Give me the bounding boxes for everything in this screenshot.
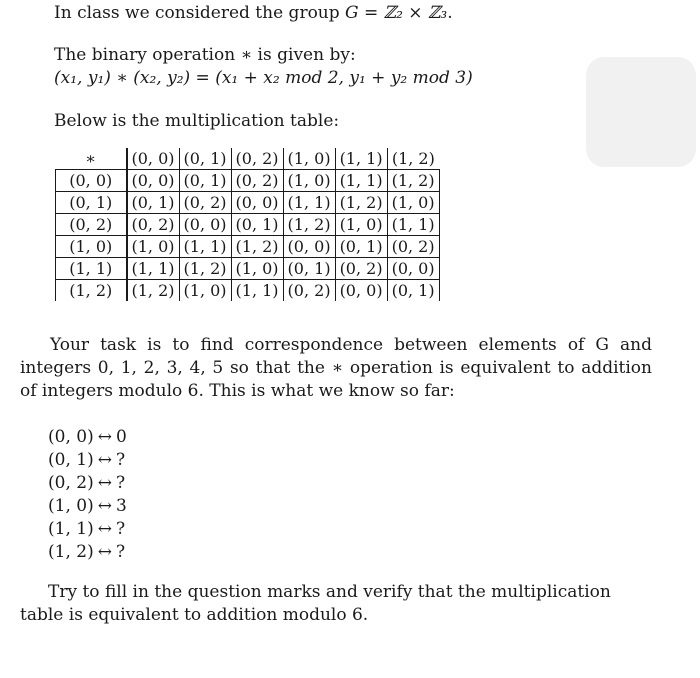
- operation-desc-prefix: The binary operation: [54, 45, 241, 65]
- row-header: (0, 1): [56, 192, 127, 214]
- table-cell: (1, 1): [127, 258, 180, 280]
- group-definition: G = ℤ₂ × ℤ₃: [345, 3, 448, 23]
- correspondence-arrow: ↔: [97, 496, 112, 516]
- table-cell: (0, 1): [335, 236, 387, 258]
- column-header: (0, 1): [179, 148, 231, 170]
- table-cell: (0, 0): [231, 192, 283, 214]
- row-header: (0, 2): [56, 214, 127, 236]
- overlay-square: [586, 57, 696, 167]
- table-cell: (1, 1): [387, 214, 439, 236]
- group-element: (0, 2): [48, 473, 94, 493]
- correspondence-item: [48, 449, 127, 472]
- row-header: (1, 1): [56, 258, 127, 280]
- intro-period: .: [447, 3, 453, 23]
- table-cell: (0, 0): [127, 170, 180, 192]
- table-row: [56, 214, 440, 236]
- table-row: [56, 170, 440, 192]
- table-cell: (0, 1): [387, 280, 439, 302]
- table-cell: (1, 0): [283, 170, 335, 192]
- group-element: (1, 1): [48, 519, 94, 539]
- correspondence-arrow: ↔: [97, 473, 112, 493]
- operation-description: [54, 44, 356, 66]
- correspondence-list: [48, 426, 127, 564]
- correspondence-arrow: ↔: [97, 519, 112, 539]
- column-header: (1, 1): [335, 148, 387, 170]
- table-cell: (1, 2): [283, 214, 335, 236]
- table-cell: (1, 0): [179, 280, 231, 302]
- table-cell: (0, 2): [127, 214, 180, 236]
- row-header: (1, 0): [56, 236, 127, 258]
- table-row: [56, 258, 440, 280]
- table-corner-symbol: ∗: [56, 148, 127, 170]
- table-cell: (1, 0): [231, 258, 283, 280]
- table-row: [56, 236, 440, 258]
- closing-paragraph: [20, 581, 652, 627]
- table-cell: (1, 2): [127, 280, 180, 302]
- table-cell: (1, 2): [335, 192, 387, 214]
- column-header: (1, 2): [387, 148, 439, 170]
- correspondence-item: [48, 426, 127, 449]
- table-row: [56, 280, 440, 302]
- operation-symbol: ∗: [240, 45, 253, 65]
- table-cell: (1, 2): [387, 170, 439, 192]
- table-cell: (0, 0): [283, 236, 335, 258]
- group-element: (1, 0): [48, 496, 94, 516]
- correspondence-item: [48, 472, 127, 495]
- row-header: (1, 2): [56, 280, 127, 302]
- correspondence-item: [48, 495, 127, 518]
- table-cell: (0, 1): [231, 214, 283, 236]
- table-cell: (1, 1): [231, 280, 283, 302]
- table-cell: (0, 2): [283, 280, 335, 302]
- table-cell: (0, 0): [387, 258, 439, 280]
- column-header: (1, 0): [283, 148, 335, 170]
- integer-value: ?: [115, 450, 126, 470]
- correspondence-arrow: ↔: [97, 542, 112, 562]
- table-cell: (1, 1): [179, 236, 231, 258]
- integer-value: ?: [115, 519, 126, 539]
- correspondence-item: [48, 541, 127, 564]
- multiplication-table: [55, 148, 440, 301]
- table-header-row: [56, 148, 440, 170]
- table-row: [56, 192, 440, 214]
- table-cell: (1, 2): [179, 258, 231, 280]
- table-cell: (0, 1): [179, 170, 231, 192]
- integer-value: ?: [115, 542, 126, 562]
- table-cell: (0, 2): [231, 170, 283, 192]
- table-cell: (0, 0): [179, 214, 231, 236]
- integer-value: 0: [115, 427, 127, 447]
- correspondence-item: [48, 518, 127, 541]
- integer-value: ?: [115, 473, 126, 493]
- table-cell: (0, 2): [179, 192, 231, 214]
- correspondence-arrow: ↔: [97, 450, 112, 470]
- row-header: (0, 0): [56, 170, 127, 192]
- task-text: Your task is to find correspondence between elements of G and integers 0, 1, 2, 3, 4, 5 so that the ∗ operation is equivalent to addition of integers modulo 6. This is what we know so far:: [20, 335, 652, 401]
- table-cell: (1, 0): [387, 192, 439, 214]
- group-element: (0, 1): [48, 450, 94, 470]
- table-cell: (0, 2): [335, 258, 387, 280]
- operation-desc-suffix: is given by:: [252, 45, 356, 65]
- table-cell: (1, 2): [231, 236, 283, 258]
- table-cell: (1, 1): [283, 192, 335, 214]
- intro-line: [54, 2, 453, 24]
- integer-value: 3: [115, 496, 127, 516]
- group-element: (1, 2): [48, 542, 94, 562]
- task-paragraph: [20, 334, 652, 403]
- table-cell: (0, 1): [127, 192, 180, 214]
- column-header: (0, 2): [231, 148, 283, 170]
- intro-text: In class we considered the group: [54, 3, 346, 23]
- operation-formula: (x₁, y₁) ∗ (x₂, y₂) = (x₁ + x₂ mod 2, y₁ + y₂ mod 3): [54, 68, 473, 88]
- table-cell: (0, 2): [387, 236, 439, 258]
- closing-text: Try to fill in the question marks and verify that the multiplication table is equivalent to addition modulo 6.: [20, 582, 611, 625]
- table-intro: Below is the multiplication table:: [54, 111, 340, 131]
- column-header: (0, 0): [127, 148, 180, 170]
- table-cell: (1, 0): [335, 214, 387, 236]
- table-cell: (0, 1): [283, 258, 335, 280]
- correspondence-arrow: ↔: [97, 427, 112, 447]
- group-element: (0, 0): [48, 427, 94, 447]
- table-cell: (0, 0): [335, 280, 387, 302]
- table-cell: (1, 0): [127, 236, 180, 258]
- table-cell: (1, 1): [335, 170, 387, 192]
